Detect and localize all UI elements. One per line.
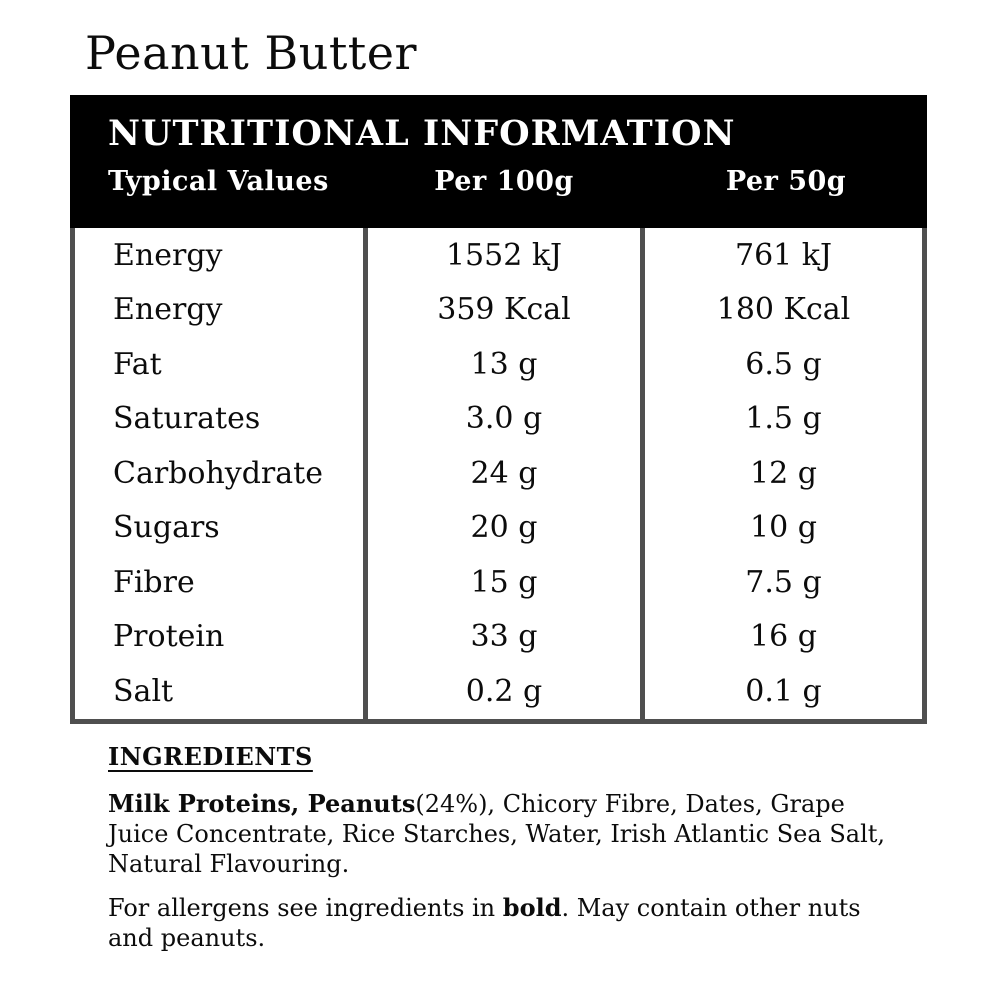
nutrition-table-body [70,228,927,724]
row-label-energy-kcal: Energy [113,292,223,328]
row-label-fibre: Fibre [113,564,195,600]
value-energy-kcal-per50: 180 Kcal [716,292,851,328]
ingredients-bold-allergens: Milk Proteins, Peanuts [108,789,416,818]
value-salt-per100: 0.2 g [363,664,645,719]
value-carbohydrate-per50: 12 g [750,455,817,491]
value-protein-per50: 16 g [750,619,817,655]
value-energy-kcal-per100: 359 Kcal [363,283,645,338]
allergen-prefix: For allergens see ingredients in [108,894,503,922]
row-label-salt: Salt [113,673,174,709]
table-column-headers [70,166,927,197]
value-salt-per50: 0.1 g [745,673,822,709]
allergen-suffix: . May contain other nuts and peanuts. [108,894,861,952]
value-protein-per100: 33 g [363,610,645,665]
allergen-bold-word: bold [502,893,562,922]
value-energy-kj-per100: 1552 kJ [363,228,645,283]
row-label-fat: Fat [113,346,162,382]
value-saturates-per50: 1.5 g [745,401,822,437]
value-fat-per100: 13 g [363,337,645,392]
ingredients-heading: INGREDIENTS [108,742,313,771]
allergen-note [108,893,890,953]
row-label-energy-kj: Energy [113,237,223,273]
nutrition-header-title: NUTRITIONAL INFORMATION [108,113,736,154]
ingredients-section [108,742,890,953]
value-fat-per50: 6.5 g [745,346,822,382]
value-saturates-per100: 3.0 g [363,392,645,447]
ingredients-list [108,789,890,879]
column-header-per-100g: Per 100g [434,166,574,197]
column-header-typical-values: Typical Values [108,166,329,197]
value-fibre-per100: 15 g [363,555,645,610]
product-title: Peanut Butter [85,26,418,80]
column-header-per-50g: Per 50g [725,166,847,197]
value-fibre-per50: 7.5 g [745,564,822,600]
value-energy-kj-per50: 761 kJ [734,237,832,273]
ingredients-rest: (24%), Chicory Fibre, Dates, Grape Juice Concentrate, Rice Starches, Water, Irish Atlantic Sea Salt, Natural Flavouring. [108,790,886,878]
row-label-sugars: Sugars [113,510,220,546]
row-label-protein: Protein [113,619,225,655]
nutrition-header-band [70,95,927,228]
value-sugars-per100: 20 g [363,501,645,556]
value-carbohydrate-per100: 24 g [363,446,645,501]
value-sugars-per50: 10 g [750,510,817,546]
nutrition-label [70,95,927,724]
row-label-carbohydrate: Carbohydrate [113,455,323,491]
row-label-saturates: Saturates [113,401,261,437]
